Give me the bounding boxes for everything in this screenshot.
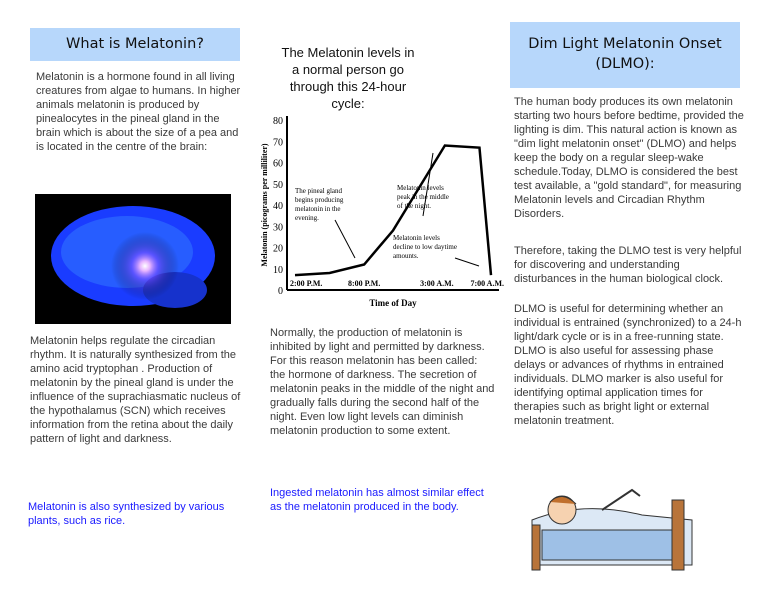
annotation-arrow [455,258,479,266]
right-title: Dim Light Melatonin Onset (DLMO): [510,22,740,88]
left-intro: Melatonin is a hormone found in all living creatures from algae to humans. In higher animals melatonin is produced by pinealocytes in the pineal gland in the brain which is about the size of a pea and is located in the centre of the brain: [36,71,241,153]
y-tick-label: 80 [273,116,283,127]
chart-annotation: Melatonin levels decline to low daytime amounts. [393,234,459,260]
left-regulation: Melatonin helps regulate the circadian rhythm. It is naturally synthesized from the amino acid tryptophan . Production of melatonin by the pineal gland is under the influence of the suprachiasmatic nucleus of the hypothalamus (SCN) which receives information from the retina about the daily pattern of light and darkness. [30,335,241,445]
sleeping-child-illustration [522,480,702,575]
y-tick-label: 60 [273,158,283,170]
chart-heading: The Melatonin levels in a normal person go through this 24-hour cycle: [281,45,415,111]
y-tick-label: 20 [273,243,283,255]
left-plants-note: Melatonin is also synthesized by various plants, such as rice. [28,501,225,527]
chart-annotation: Melatonin levels peak in the middle of the night. [397,184,451,210]
y-tick-label: 30 [273,222,283,234]
y-tick-label: 40 [273,201,283,212]
x-tick-label: 8:00 P.M. [347,279,381,288]
x-tick-label: 2:00 P.M. [290,279,323,288]
brain-image [35,194,231,324]
melatonin-chart [255,108,505,308]
middle-body: Normally, the production of melatonin is inhibited by light and permitted by darkness. For this reason melatonin has been called: the hormone of darkness. The secretion of melatonin peaks in the middle of the night and gradually falls during the second half of the night. Even low light levels can diminish melatonin production to some extent. [270,327,495,437]
middle-note: Ingested melatonin has almost similar effect as the melatonin produced in the body. [270,487,484,513]
right-p1: The human body produces its own melatonin starting two hours before bedtime, provided the lighting is dim. This natural action is known as "dim light melatonin onset" (DLMO) and helps keep the body on a regular sleep-wake schedule.Today, DLMO is considered the best test available, a "gold standard", for measuring Melatonin levels and Circadian Rhythm Disorders. [514,96,744,220]
right-p3: DLMO is useful for determining whether an individual is entrained (synchronized) to a 24-h light/dark cycle or is in a free-running state. DLMO is also useful for assessing phase delays or advances of rhythms in entrained individuals. DLMO marker is also useful for identifying optimal application times for therapies such as bright light or external melatonin treatment. [514,303,742,427]
y-tick-label: 10 [273,264,283,276]
x-tick-label: 7:00 A.M. [470,279,504,288]
y-tick-label: 50 [273,179,283,191]
right-p2: Therefore, taking the DLMO test is very helpful for discovering and understanding disturbances in the human biological clock. [514,245,742,285]
x-axis-label: Time of Day [369,298,417,308]
y-tick-label: 70 [273,137,283,149]
y-tick-label: 0 [278,286,283,297]
x-tick-label: 3:00 A.M. [420,279,454,288]
left-title: What is Melatonin? [30,28,240,61]
y-axis-label: Melatonin (picograms per milliliter) [260,143,269,267]
annotation-arrow [335,220,355,258]
chart-annotation: The pineal gland begins producing melatonin in the evening. [295,187,346,222]
